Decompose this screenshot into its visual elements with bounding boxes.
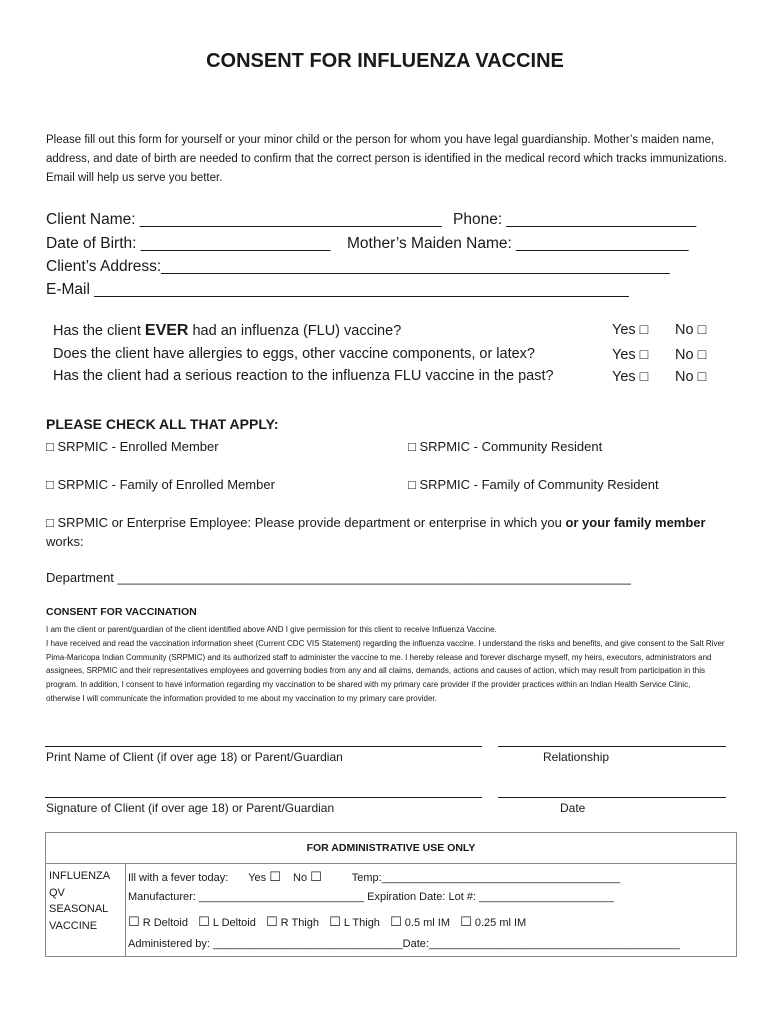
signature-label: Signature of Client (if over age 18) or Parent/Guardian	[46, 801, 335, 815]
employee-text: works:	[46, 534, 84, 549]
administered-row[interactable]: Administered by: _______________________________Date:_________________________________________	[128, 938, 680, 950]
question-allergies: Does the client have allergies to eggs, other vaccine components, or latex?	[53, 346, 535, 362]
site-row	[126, 908, 736, 934]
l-deltoid-label: L Deltoid	[212, 917, 256, 929]
page-title: CONSENT FOR INFLUENZA VACCINE	[206, 50, 564, 72]
l-deltoid-checkbox[interactable]: ☐	[198, 914, 210, 929]
vaccine-label-line: SEASONAL	[49, 903, 109, 915]
family-enrolled-checkbox[interactable]: □ SRPMIC - Family of Enrolled Member	[46, 477, 275, 492]
relationship-line[interactable]	[498, 746, 726, 747]
question-reaction: Has the client had a serious reaction to the influenza FLU vaccine in the past?	[53, 368, 554, 384]
email-field[interactable]: E-Mail ______________________________________________________________	[46, 281, 629, 298]
r-thigh-checkbox[interactable]: ☐	[265, 914, 278, 929]
employee-checkbox[interactable]	[46, 513, 726, 551]
signature-line[interactable]	[45, 797, 482, 798]
manufacturer-row[interactable]: Manufacturer: ___________________________ Expiration Date: Lot #: ______________________	[128, 891, 614, 903]
question-text: had an influenza (FLU) vaccine?	[188, 323, 402, 339]
dob-field[interactable]: Date of Birth: ______________________	[46, 235, 331, 252]
l-thigh-label: L Thigh	[343, 917, 380, 929]
department-field[interactable]: Department _______________________________________________________________________	[46, 570, 631, 585]
fever-label: Ill with a fever today:	[128, 872, 229, 884]
vaccine-label	[46, 864, 126, 957]
dose-025-checkbox[interactable]: ☐	[460, 914, 472, 929]
address-field[interactable]: Client’s Address:___________________________________________________________	[46, 258, 670, 275]
question-flu-vaccine	[53, 322, 401, 340]
l-thigh-checkbox[interactable]: ☐	[329, 914, 341, 929]
q1-yes-checkbox[interactable]: Yes □	[612, 322, 649, 338]
employee-text: □ SRPMIC or Enterprise Employee: Please provide department or enterprise in which you	[46, 515, 566, 530]
consent-text	[46, 623, 726, 706]
admin-table	[45, 832, 737, 957]
dose-05-checkbox[interactable]: ☐	[390, 914, 402, 929]
vaccine-label-line: INFLUENZA	[49, 870, 111, 882]
dose-05-label: 0.5 ml IM	[404, 917, 451, 929]
fever-yes-checkbox[interactable]: ☐	[269, 869, 281, 884]
date-label: Date	[560, 801, 586, 815]
dose-025-label: 0.25 ml IM	[474, 917, 527, 929]
q3-yes-checkbox[interactable]: Yes □	[612, 369, 649, 385]
print-name-label: Print Name of Client (if over age 18) or Parent/Guardian	[46, 750, 343, 764]
community-resident-checkbox[interactable]: □ SRPMIC - Community Resident	[408, 439, 603, 454]
question-emphasis: EVER	[144, 322, 189, 339]
date-line[interactable]	[498, 797, 726, 798]
employee-emphasis: or your family member	[565, 515, 706, 530]
check-all-heading: PLEASE CHECK ALL THAT APPLY:	[46, 416, 279, 432]
client-name-field[interactable]: Client Name: ___________________________________	[46, 211, 442, 228]
admin-fields	[126, 864, 737, 957]
consent-heading: CONSENT FOR VACCINATION	[46, 606, 197, 618]
vaccine-label-line: VACCINE	[49, 919, 98, 932]
q2-yes-checkbox[interactable]: Yes □	[612, 347, 649, 363]
maiden-name-field[interactable]: Mother’s Maiden Name: ____________________	[347, 235, 689, 252]
r-deltoid-checkbox[interactable]: ☐	[128, 914, 140, 929]
fever-row	[126, 864, 736, 886]
q3-no-checkbox[interactable]: No □	[675, 369, 707, 385]
family-resident-checkbox[interactable]: □ SRPMIC - Family of Community Resident	[408, 477, 659, 492]
relationship-label: Relationship	[543, 750, 610, 764]
q1-no-checkbox[interactable]: No □	[675, 322, 707, 338]
temp-field[interactable]: Temp:_______________________________________	[351, 872, 621, 884]
admin-heading: FOR ADMINISTRATIVE USE ONLY	[46, 833, 737, 864]
intro-paragraph: Please fill out this form for yourself or your minor child or the person for whom you have legal guardianship. Mother’s maiden name, address, and date of birth are needed to confirm that the correct person is identified in the medical record which tracks immunizations. Email will help us serve you better.	[46, 134, 727, 184]
fever-yes-label: Yes	[248, 872, 267, 884]
consent-body: I have received and read the vaccination information sheet (Current CDC VIS Statement) regarding the influenza vaccine. I understand the risks and benefits, and give consent to the Salt River Pima-Maricopa Indian Community (SRPMIC) and its authorized staff to administer the vaccine to me. I hereby release and forever discharge myself, my heirs, executors, administrators and assignees, SRPMIC and their representatives employees and governing bodies from any and all claims, demands, actions and causes of action, which may result from participation in this program. In addition, I consent to have information regarding my vaccination to be shared with my primary care provider if the provider practices within an Indian Health Service Clinic, otherwise I will communicate the information provided to me about my vaccination to my primary care provider.	[46, 638, 725, 703]
print-name-line[interactable]	[45, 746, 482, 747]
consent-line: I am the client or parent/guardian of the client identified above AND I give permission for this client to receive Influenza Vaccine.	[46, 625, 497, 634]
q2-no-checkbox[interactable]: No □	[675, 347, 707, 363]
fever-no-label: No	[293, 872, 308, 884]
question-text: Has the client	[53, 323, 145, 339]
r-deltoid-label: R Deltoid	[142, 917, 188, 929]
phone-field[interactable]: Phone: ______________________	[453, 211, 697, 228]
vaccine-label-line: QV	[49, 886, 65, 899]
r-thigh-label: R Thigh	[280, 917, 319, 929]
enrolled-member-checkbox[interactable]: □ SRPMIC - Enrolled Member	[46, 439, 219, 454]
fever-no-checkbox[interactable]: ☐	[310, 869, 322, 884]
